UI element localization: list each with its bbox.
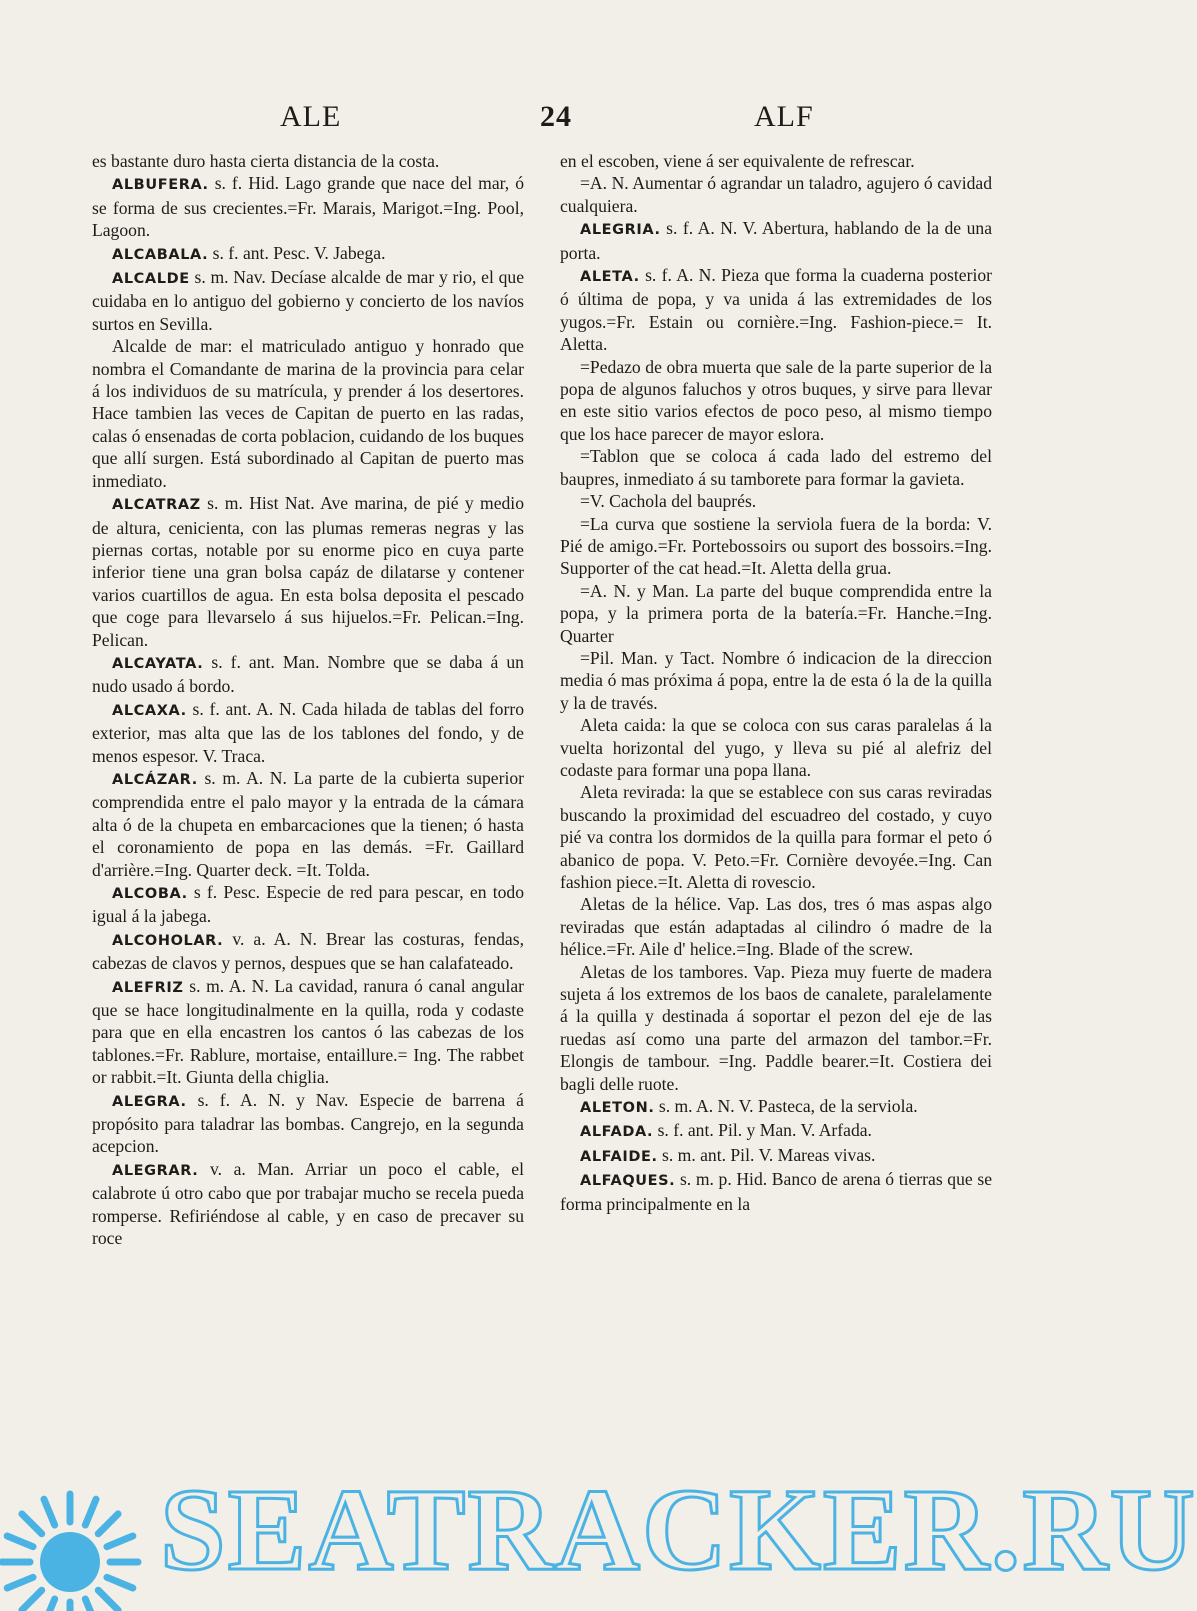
dictionary-entry xyxy=(92,1089,524,1158)
dictionary-entry xyxy=(92,172,524,241)
entry-text: v. a. A. N. Brear las costuras, fendas, cabezas de clavos y pernos, despues que se han calafateado. xyxy=(92,928,524,974)
entry-text: en el escoben, viene á ser equivalente de refrescar. xyxy=(560,151,915,171)
entry-headword: ALBUFERA. xyxy=(112,177,209,194)
dictionary-entry xyxy=(92,266,524,335)
entry-text: =A. N. y Man. La parte del buque comprendida entre la popa, y la primera porta de la batería.=Fr. Hanche.=Ing. Quarter xyxy=(560,580,992,646)
entry-text: s. f. ant. A. N. Cada hilada de tablas del forro exterior, mas alta que las de los tablones del fondo, y de menos espesor. V. Traca. xyxy=(92,698,524,766)
right-column xyxy=(560,150,992,1215)
entry-headword: ALCAYATA. xyxy=(112,655,204,672)
entry-headword: ALEFRIZ xyxy=(112,979,184,996)
entry-text: =A. N. Aumentar ó agrandar un taladro, agujero ó cavidad cualquiera. xyxy=(560,173,992,216)
entry-text: s f. Pesc. Especie de red para pescar, en todo igual á la jabega. xyxy=(92,882,524,927)
dictionary-entry xyxy=(560,781,992,893)
entry-text: s. m. p. Hid. Banco de arena ó tierras que se forma principalmente en la xyxy=(560,1169,992,1214)
entry-text: s. f. A. N. Pieza que forma la cuaderna posterior ó última de popa, y va unida á las extremidades de los yugos.=Fr. Estain ou cornière.=Ing. Fashion-piece.= It. Aletta. xyxy=(560,265,992,355)
dictionary-entry xyxy=(92,651,524,698)
entry-headword: ALEGRA. xyxy=(112,1093,187,1110)
dictionary-entry xyxy=(560,217,992,264)
entry-headword: ALFADA. xyxy=(580,1124,654,1141)
dictionary-entry xyxy=(92,492,524,651)
dictionary-entry xyxy=(92,698,524,767)
entry-text: =La curva que sostiene la serviola fuera de la borda: V. Pié de amigo.=Fr. Portebossoirs ou suport des bossoirs.=Ing. Supporter of the cat head.=It. Aletta della grua. xyxy=(560,513,992,579)
dictionary-entry xyxy=(560,264,992,356)
sun-icon xyxy=(0,1452,165,1611)
entry-headword: ALCOHOLAR. xyxy=(112,932,224,949)
left-column xyxy=(92,150,524,1250)
dictionary-entry xyxy=(92,975,524,1089)
dictionary-entry xyxy=(560,1144,992,1168)
dictionary-entry xyxy=(92,928,524,975)
entry-text: s. f. A. N. y Nav. Especie de barrena á propósito para taladrar las bombas. Cangrejo, en la segunda acepcion. xyxy=(92,1089,524,1157)
entry-text: s. f. A. N. V. Abertura, hablando de la de una porta. xyxy=(560,218,993,263)
page-header xyxy=(0,100,1080,144)
dictionary-entry xyxy=(92,242,524,266)
dictionary-entry xyxy=(560,150,992,172)
entry-headword: ALEGRIA. xyxy=(580,222,661,239)
entry-headword: ALFAIDE. xyxy=(580,1148,658,1165)
watermark-text: SEATRACKER.RU xyxy=(160,1464,1197,1595)
entry-text: s. f. ant. Pesc. V. Jabega. xyxy=(212,242,386,263)
entry-headword: ALCOBA. xyxy=(112,886,188,902)
entry-text: s. f. ant. Man. Nombre que se daba á un nudo usado á bordo. xyxy=(92,651,524,697)
dictionary-entry xyxy=(560,1119,992,1143)
dictionary-entry xyxy=(92,150,524,172)
entry-headword: ALEGRAR. xyxy=(112,1162,199,1179)
dictionary-entry xyxy=(92,881,524,928)
entry-text: Aletas de la hélice. Vap. Las dos, tres ó mas aspas algo reviradas que están adaptadas al cilindro ó madre de la hélice.=Fr. Aile d' helice.=Ing. Blade of the screw. xyxy=(560,894,992,960)
entry-text: =Pil. Man. y Tact. Nombre ó indicacion de la direccion media ó mas próxima á popa, entre la de esta ó la de la quilla y la de través. xyxy=(560,647,992,713)
dictionary-entry xyxy=(92,335,524,492)
entry-headword: ALFAQUES. xyxy=(580,1173,676,1190)
entry-text: s. f. Hid. Lago grande que nace del mar, ó se forma de sus crecientes.=Fr. Marais, Marigot.=Ing. Pool, Lagoon. xyxy=(92,173,525,241)
dictionary-entry xyxy=(560,647,992,714)
header-left-guideword: ALE xyxy=(280,100,342,133)
entry-text: s. m. ant. Pil. V. Mareas vivas. xyxy=(661,1144,876,1165)
dictionary-entry xyxy=(560,490,992,512)
entry-headword: ALCATRAZ xyxy=(112,497,201,514)
entry-headword: ALETA. xyxy=(580,269,640,286)
dictionary-entry xyxy=(560,893,992,960)
entry-text: Aleta revirada: la que se establece con sus caras reviradas buscando la proximidad del escuadreo del costado, y cuyo pié va contra los dormidos de la quilla para formar el peto ó abanico de popa. V. Peto.=Fr. Cornière devoyée.=Ing. Can fashion piece.=It. Aletta di rovescio. xyxy=(560,782,992,892)
entry-headword: ALCÁZAR. xyxy=(112,771,198,788)
dictionary-entry xyxy=(560,513,992,580)
entry-text: es bastante duro hasta cierta distancia de la costa. xyxy=(92,151,440,171)
entry-text: =Tablon que se coloca á cada lado del estremo del baupres, inmediato á su tamborete para formar la gavieta. xyxy=(560,446,992,489)
entry-headword: ALCAXA. xyxy=(112,702,187,719)
header-right-guideword: ALF xyxy=(754,100,814,133)
entry-text: Aleta caida: la que se coloca con sus caras paralelas á la vuelta horizontal del yugo, y lleva su pié al alefriz del codaste para formar una popa llana. xyxy=(560,715,992,780)
entry-text: s. m. A. N. V. Pasteca, de la serviola. xyxy=(658,1096,918,1117)
entry-text: s. m. Hist Nat. Ave marina, de pié y medio de altura, cenicienta, con las plumas remeras negras y las piernas cortas, notable por su enorme pico en cuya parte inferior tiene una gran bolsa capáz de dilatarse y contener varios cuartillos de agua. En esta bolsa deposita el pescado que coge para llevarselo á sus hijuelos.=Fr. Pelican.=Ing. Pelican. xyxy=(92,493,524,650)
entry-headword: ALCABALA. xyxy=(112,246,209,263)
dictionary-entry xyxy=(560,580,992,647)
dictionary-entry xyxy=(560,714,992,781)
dictionary-entry xyxy=(560,445,992,490)
dictionary-entry xyxy=(560,1095,992,1119)
entry-text: v. a. Man. Arriar un poco el cable, el calabrote ú otro cabo que por trabajar mucho se recela pueda romperse. Refiriéndose al cable, y en caso de precaver su roce xyxy=(92,1158,524,1249)
dictionary-entry xyxy=(92,1158,524,1250)
entry-text: s. f. ant. Pil. y Man. V. Arfada. xyxy=(657,1120,872,1141)
entry-text: Aletas de los tambores. Vap. Pieza muy fuerte de madera sujeta á los extremos de los baos de canalete, paralelamente á la quilla y destinada á soportar el pezon del eje de las ruedas así como una parte del armazon del tambor.=Fr. Elongis de tambour. =Ing. Paddle bearer.=It. Costiera dei bagli delle ruote. xyxy=(560,961,992,1094)
dictionary-entry xyxy=(560,172,992,217)
dictionary-entry xyxy=(560,356,992,446)
entry-text: =Pedazo de obra muerta que sale de la parte superior de la popa de algunos faluchos y otros buques, y sirve para llevar en este sitio varios efectos de poco peso, al mismo tiempo que los hace parecer de mayor eslora. xyxy=(560,356,992,444)
entry-text: Alcalde de mar: el matriculado antiguo y honrado que nombra el Comandante de marina de la provincia para celar á los individuos de su matrícula, y prender á los desertores. Hace tambien las veces de Capitan de puerto en las radas, calas ó ensenadas de corta poblacion, cuidando de los buques que allí surgen. Está subordinado al Capitan de puerto mas inmediato. xyxy=(92,336,524,491)
page-number: 24 xyxy=(540,100,572,133)
entry-headword: ALCALDE xyxy=(112,271,190,288)
dictionary-entry xyxy=(560,1168,992,1215)
entry-text: s. m. A. N. La cavidad, ranura ó canal angular que se hace longitudinalmente en la quilla, roda y codaste para que en ella encastren los cantos ó las cabezas de los tablones.=Fr. Rablure, mortaise, entaillure.= Ing. The rabbet or rabbit.=It. Giunta della chiglia. xyxy=(92,975,525,1088)
entry-text: s. m. A. N. La parte de la cubierta superior comprendida entre el palo mayor y la entrada de la cámara alta ó de la chupeta en embarcaciones que la tienen; ó hasta el coronamiento de popa en las demás. =Fr. Gaillard d'arrière.=Ing. Quarter deck. =It. Tolda. xyxy=(92,767,525,880)
dictionary-entry xyxy=(92,767,524,881)
dictionary-entry xyxy=(560,961,992,1095)
entry-headword: ALETON. xyxy=(580,1100,655,1117)
entry-text: s. m. Nav. Decíase alcalde de mar y rio, el que cuidaba en lo antiguo del gobierno y concierto de los navíos surtos en Sevilla. xyxy=(92,267,524,334)
entry-text: =V. Cachola del bauprés. xyxy=(580,491,757,512)
